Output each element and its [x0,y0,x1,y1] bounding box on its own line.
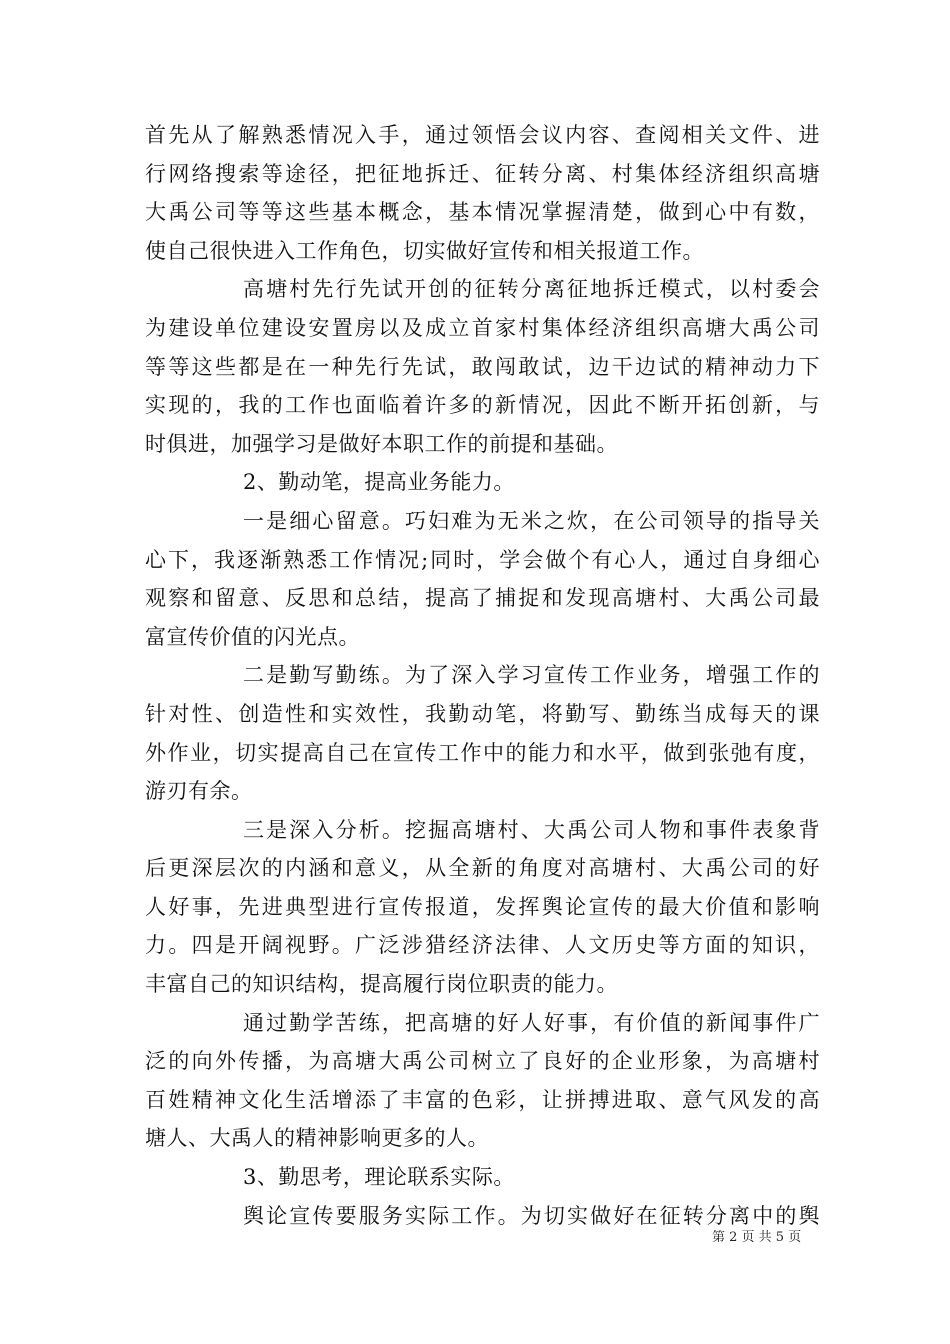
page-number: 第 2 页 共 5 页 [712,1230,802,1245]
text-line: 富宣传价值的闪光点。 [145,624,360,649]
text-line: 大禹公司等等这些基本概念，基本情况掌握清楚，做到心中有数， [145,200,820,225]
text-line: 首先从了解熟悉情况入手，通过领悟会议内容、查阅相关文件、进 [145,123,820,147]
paragraph-first-line: 一是细心留意。巧妇难为无米之炊，在公司领导的指导关 [243,508,820,533]
text-line: 泛的向外传播，为高塘大禹公司树立了良好的企业形象，为高塘村 [145,1049,820,1074]
paragraph-first-line: 二是勤写勤练。为了深入学习宣传工作业务，增强工作的 [243,663,820,688]
text-line: 针对性、创造性和实效性，我勤动笔，将勤写、勤练当成每天的课 [145,701,820,726]
text-line: 游刃有余。 [145,779,253,804]
text-line: 百姓精神文化生活增添了丰富的色彩，让拼搏进取、意气风发的高 [145,1087,820,1112]
text-line: 心下，我逐渐熟悉工作情况;同时，学会做个有心人，通过自身细心 [145,547,820,572]
text-line: 使自己很快进入工作角色，切实做好宣传和相关报道工作。 [145,238,704,263]
text-line: 观察和留意、反思和总结，提高了捕捉和发现高塘村、大禹公司最 [145,586,820,611]
paragraph-first-line: 高塘村先行先试开创的征转分离征地拆迁模式，以村委会 [243,277,820,302]
text-line: 人好事，先进典型进行宣传报道，发挥舆论宣传的最大价值和影响 [145,894,820,919]
section-heading: 2、勤动笔，提高业务能力。 [243,470,515,495]
paragraph-first-line: 舆论宣传要服务实际工作。为切实做好在征转分离中的舆 [243,1203,820,1228]
paragraph-first-line: 三是深入分析。挖掘高塘村、大禹公司人物和事件表象背 [243,817,820,842]
paragraph-first-line: 通过勤学苦练，把高塘的好人好事，有价值的新闻事件广 [243,1010,820,1035]
text-line: 等等这些都是在一种先行先试，敢闯敢试，边干边试的精神动力下 [145,354,820,379]
text-line: 时俱进，加强学习是做好本职工作的前提和基础。 [145,431,618,456]
text-line: 塘人、大禹人的精神影响更多的人。 [145,1126,489,1151]
text-line: 外作业，切实提高自己在宣传工作中的能力和水平，做到张弛有度， [145,740,820,765]
section-heading: 3、勤思考，理论联系实际。 [243,1165,515,1190]
text-line: 后更深层次的内涵和意义，从全新的角度对高塘村、大禹公司的好 [145,856,820,881]
text-line: 为建设单位建设安置房以及成立首家村集体经济组织高塘大禹公司 [145,315,820,340]
body-text [145,116,820,1235]
text-line: 实现的，我的工作也面临着许多的新情况，因此不断开拓创新，与 [145,393,820,418]
text-line: 行网络搜索等途径，把征地拆迁、征转分离、村集体经济组织高塘 [145,161,820,186]
text-line: 力。四是开阔视野。广泛涉猎经济法律、人文历史等方面的知识， [145,933,820,958]
text-line: 丰富自己的知识结构，提高履行岗位职责的能力。 [145,972,618,997]
